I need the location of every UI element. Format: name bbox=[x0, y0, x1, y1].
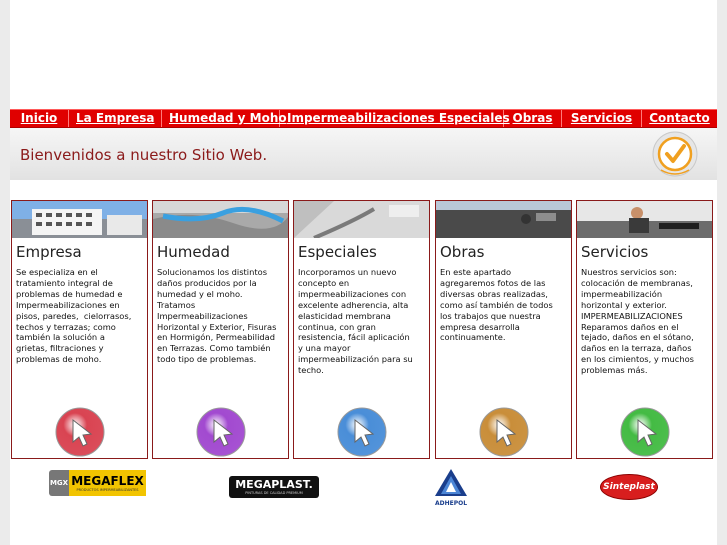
column-servicios-title: Servicios bbox=[581, 243, 649, 261]
column-humedad-text: Solucionamos los distintos daños producidos por la humedad y el moho. Tratamos Impermeabilizaciones Horizontal y Exterior, Fisuras en Hormigón, Permeabilidad en Terrazas. Como también todo tipo de problemas. bbox=[157, 267, 277, 365]
nav-link-impermeabilizaciones-especiales[interactable]: Impermeabilizaciones Especiales bbox=[280, 110, 504, 127]
column-servicios-text: Nuestros servicios son: colocación de membranas, impermeabilización horizontal y exterior. IMPERMEABILIZACIONES Reparamos daños en el tejado, daños en el sótano, daños en la terraza, daños en los cimientos, y muchos problemas más. bbox=[581, 267, 694, 376]
column-obras-text: En este apartado agregaremos fotos de las diversas obras realizadas, como así también de todos los trabajos que nuestra empresa desarrolla continuamente. bbox=[440, 267, 553, 343]
nav-link-la-empresa[interactable]: La Empresa bbox=[69, 110, 162, 127]
megaflex-logo[interactable] bbox=[49, 470, 146, 496]
megaflex-tagline: PRODUCTOS IMPERMEABILIZANTES bbox=[76, 487, 139, 492]
column-especiales-title: Especiales bbox=[298, 243, 377, 261]
column-especiales-arrow-button[interactable] bbox=[336, 406, 388, 458]
column-empresa-photo bbox=[12, 201, 147, 238]
nav-link-humedad-y-moho[interactable]: Humedad y Moho bbox=[162, 110, 280, 127]
column-obras-arrow-button[interactable] bbox=[478, 406, 530, 458]
column-especiales-text: Incorporamos un nuevo concepto en impermeabilizaciones con excelente adherencia, alta elasticidad membrana continua, con gran resistencia, fácil aplicación y una mayor impermeabilización para su techo. bbox=[298, 267, 413, 376]
column-obras bbox=[435, 200, 572, 459]
column-especiales bbox=[293, 200, 430, 459]
megaplast-tagline: PINTURAS DE CALIDAD PREMIUM bbox=[245, 491, 303, 495]
quality-seal-icon bbox=[651, 130, 699, 178]
adhepol-name: ADHEPOL bbox=[434, 500, 468, 507]
column-servicios-arrow-button[interactable] bbox=[619, 406, 671, 458]
megaplast-name: MEGAPLAST. bbox=[235, 478, 313, 491]
megaflex-name: MEGAFLEX bbox=[71, 473, 144, 488]
main-nav bbox=[10, 109, 717, 128]
sinteplast-name: Sinteplast bbox=[603, 482, 655, 492]
column-obras-photo bbox=[436, 201, 571, 238]
column-empresa-arrow-button[interactable] bbox=[54, 406, 106, 458]
nav-link-servicios[interactable]: Servicios bbox=[562, 110, 642, 127]
adhepol-triangle-icon bbox=[434, 468, 468, 498]
column-empresa-text: Se especializa en el tratamiento integral de problemas de humedad e Impermeabilizaciones en pisos, paredes, cielorrasos, techos y terrazas; como también la solución a grietas, filtraciones y problemas de moho. bbox=[16, 267, 132, 365]
welcome-banner bbox=[10, 128, 717, 180]
column-empresa bbox=[11, 200, 148, 459]
column-humedad-photo bbox=[153, 201, 288, 238]
sinteplast-logo[interactable] bbox=[600, 474, 658, 500]
column-humedad-title: Humedad bbox=[157, 243, 230, 261]
adhepol-logo[interactable] bbox=[426, 468, 476, 507]
column-especiales-photo bbox=[294, 201, 429, 238]
megaflex-badge: MGX bbox=[49, 470, 69, 496]
nav-link-inicio[interactable]: Inicio bbox=[10, 110, 69, 127]
column-empresa-title: Empresa bbox=[16, 243, 82, 261]
page bbox=[10, 0, 717, 545]
welcome-heading: Bienvenidos a nuestro Sitio Web. bbox=[20, 146, 268, 164]
column-humedad bbox=[152, 200, 289, 459]
nav-link-contacto[interactable]: Contacto bbox=[649, 111, 710, 125]
column-humedad-arrow-button[interactable] bbox=[195, 406, 247, 458]
column-obras-title: Obras bbox=[440, 243, 485, 261]
column-servicios-photo bbox=[577, 201, 712, 238]
column-servicios bbox=[576, 200, 713, 459]
megaplast-logo[interactable] bbox=[229, 476, 319, 498]
nav-link-obras[interactable]: Obras bbox=[504, 110, 562, 127]
